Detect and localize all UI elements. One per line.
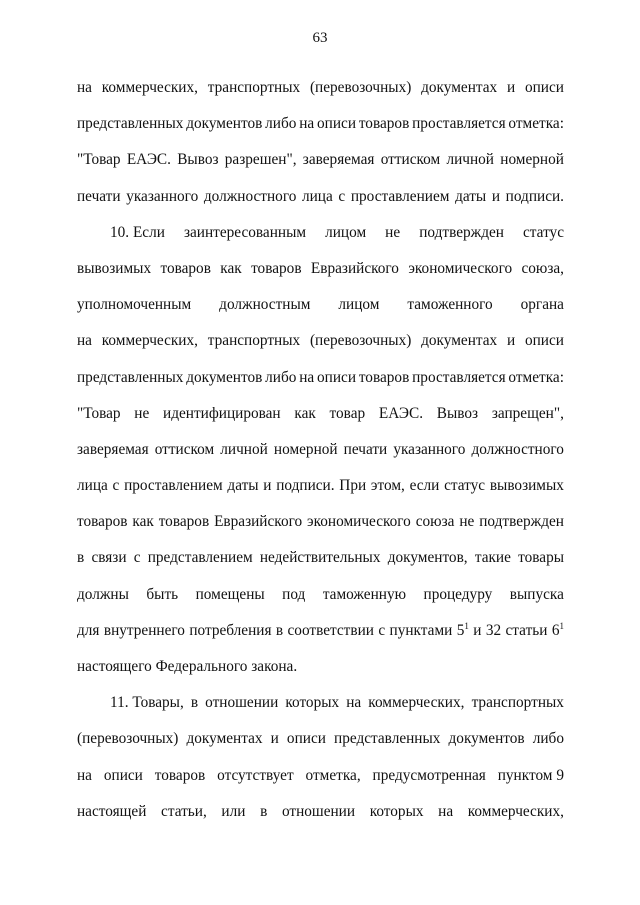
text-line bbox=[77, 369, 564, 405]
word: представлением bbox=[147, 549, 253, 567]
word: недействительных bbox=[259, 549, 381, 567]
word: таможенную bbox=[322, 585, 407, 603]
word: не bbox=[459, 513, 475, 531]
word: внутреннего bbox=[103, 621, 185, 639]
word: вывозимых bbox=[77, 259, 152, 277]
word: проставлением bbox=[124, 477, 223, 495]
word: союза bbox=[415, 513, 455, 531]
word: процедуру bbox=[423, 585, 493, 603]
text-line bbox=[77, 803, 564, 839]
text-line bbox=[77, 477, 564, 513]
word: представленных bbox=[77, 115, 184, 133]
word: коммерческих, bbox=[467, 802, 564, 820]
superscript: 1 bbox=[464, 620, 469, 631]
word: которых bbox=[369, 802, 424, 820]
word: указанного bbox=[393, 440, 466, 458]
word: отношении bbox=[281, 802, 356, 820]
text-line bbox=[77, 513, 564, 549]
word: товаров bbox=[251, 259, 302, 277]
word: для bbox=[77, 621, 100, 639]
word: "Товар bbox=[77, 404, 121, 422]
word: товаров bbox=[160, 259, 211, 277]
text-line bbox=[77, 296, 564, 332]
word: отметка, bbox=[305, 766, 361, 784]
word: Вывоз bbox=[436, 404, 479, 422]
word: описи bbox=[524, 79, 564, 96]
word: документах bbox=[186, 730, 263, 748]
word: должностного bbox=[203, 187, 297, 205]
word: соответствии bbox=[287, 621, 374, 639]
word: вывозимых bbox=[489, 477, 564, 495]
word: идентифицирован bbox=[163, 404, 281, 422]
word: представленных bbox=[334, 730, 441, 748]
word: на bbox=[299, 368, 315, 386]
word: описи bbox=[317, 115, 357, 133]
word: заинтересованным bbox=[183, 223, 307, 241]
word: лицом bbox=[325, 223, 367, 241]
word: разрешен", bbox=[224, 151, 297, 169]
word: номерной bbox=[273, 440, 338, 458]
word: как bbox=[220, 259, 242, 277]
word: экономического bbox=[307, 513, 411, 531]
word: под bbox=[282, 585, 306, 603]
word: Евразийского bbox=[214, 513, 303, 531]
word: потребления bbox=[189, 621, 272, 639]
word: экономического bbox=[408, 259, 513, 277]
word: настоящего bbox=[77, 658, 152, 675]
word: и bbox=[263, 477, 272, 495]
text-line bbox=[77, 586, 564, 622]
word: проставлением bbox=[350, 187, 450, 205]
word: как bbox=[294, 404, 316, 422]
word: оттиском bbox=[154, 440, 215, 458]
word: должны bbox=[77, 585, 129, 603]
word: документов bbox=[448, 730, 525, 748]
word: Федерального bbox=[155, 658, 248, 675]
word: отметка: bbox=[508, 115, 564, 133]
text-line bbox=[77, 224, 564, 260]
word: подписи. bbox=[276, 477, 335, 495]
word: документах bbox=[421, 79, 498, 96]
word: транспортных bbox=[207, 79, 301, 96]
word: с bbox=[112, 477, 120, 495]
word: описи bbox=[524, 332, 564, 350]
word: такие bbox=[474, 549, 511, 567]
word: товаров bbox=[358, 115, 410, 133]
word: (перевозочных) bbox=[309, 332, 412, 350]
word: печати bbox=[343, 440, 388, 458]
word: указанного bbox=[126, 187, 199, 205]
word: с bbox=[133, 549, 141, 567]
word: личной bbox=[446, 151, 494, 169]
word: статьи, bbox=[161, 802, 207, 820]
word: выпуска bbox=[509, 585, 564, 603]
word: не bbox=[385, 223, 401, 241]
word: "Товар bbox=[77, 151, 121, 169]
word: $5^1$ bbox=[456, 620, 469, 639]
word: пунктом 9 bbox=[497, 766, 564, 784]
word: либо bbox=[265, 368, 297, 386]
word: ЕАЭС. bbox=[126, 151, 171, 169]
word: лица bbox=[77, 477, 108, 495]
word: печати bbox=[77, 187, 121, 205]
word: в bbox=[260, 802, 268, 820]
word: даты bbox=[455, 187, 487, 205]
word: запрещен", bbox=[491, 404, 564, 422]
text-line bbox=[77, 151, 564, 187]
word: транспортных bbox=[471, 694, 564, 712]
word: на bbox=[77, 332, 92, 350]
word: документов, bbox=[387, 549, 468, 567]
text-line bbox=[77, 622, 564, 658]
word: с bbox=[338, 187, 346, 205]
superscript: 1 bbox=[559, 620, 564, 631]
word: заверяемая bbox=[77, 440, 149, 458]
word: документах bbox=[421, 332, 498, 350]
word: ЕАЭС. bbox=[378, 404, 424, 422]
text-line bbox=[77, 767, 564, 803]
word: описи bbox=[317, 368, 357, 386]
word: товаров bbox=[358, 368, 410, 386]
word: на bbox=[346, 694, 362, 712]
word: даты bbox=[227, 477, 259, 495]
word: товаров bbox=[154, 766, 206, 784]
word: либо bbox=[532, 730, 564, 748]
word: в bbox=[77, 549, 85, 567]
word: подписи. bbox=[505, 187, 564, 205]
word: которых bbox=[285, 694, 340, 712]
word: При bbox=[339, 477, 367, 495]
word: 10. Если bbox=[110, 223, 165, 241]
word: подтвержден bbox=[479, 513, 564, 531]
word: таможенного bbox=[407, 296, 493, 314]
word: товаров bbox=[158, 513, 210, 531]
word: на bbox=[77, 766, 92, 784]
word: союза, bbox=[521, 259, 564, 277]
word: коммерческих, bbox=[101, 79, 198, 96]
word: на bbox=[438, 802, 454, 820]
word: описи bbox=[286, 730, 326, 748]
word: и bbox=[473, 621, 482, 639]
word: либо bbox=[265, 115, 297, 133]
word: статус bbox=[523, 223, 564, 241]
word: (перевозочных) bbox=[77, 730, 179, 748]
word: представленных bbox=[77, 368, 184, 386]
word: должностного bbox=[471, 440, 564, 458]
word: пунктами bbox=[389, 621, 453, 639]
word: личной bbox=[220, 440, 268, 458]
word: лица bbox=[301, 187, 333, 205]
word: и bbox=[506, 332, 516, 350]
word: документов bbox=[186, 115, 263, 133]
word: и bbox=[491, 187, 501, 205]
word: Вывоз bbox=[177, 151, 219, 169]
text-line bbox=[77, 332, 564, 368]
text-line bbox=[77, 260, 564, 296]
word: документов bbox=[186, 368, 263, 386]
word: статьи bbox=[505, 621, 548, 639]
word: этом, bbox=[370, 477, 405, 495]
word: коммерческих, bbox=[101, 332, 198, 350]
word: коммерческих, bbox=[368, 694, 465, 712]
word: в bbox=[275, 621, 284, 639]
word: оттиском bbox=[380, 151, 441, 169]
word: Евразийского bbox=[310, 259, 399, 277]
text-line bbox=[77, 441, 564, 477]
page-number: 63 bbox=[312, 30, 328, 46]
text-line bbox=[77, 188, 564, 224]
word: отметка: bbox=[508, 368, 564, 386]
word: предусмотренная bbox=[372, 766, 486, 784]
word: органа bbox=[520, 296, 564, 314]
word: с bbox=[378, 621, 386, 639]
word: должностным bbox=[219, 296, 311, 314]
word: 11. Товары, bbox=[110, 694, 184, 712]
word: номерной bbox=[500, 151, 564, 169]
word: настоящей bbox=[77, 802, 147, 820]
word: если bbox=[409, 477, 440, 495]
word: не bbox=[134, 404, 150, 422]
document-body bbox=[77, 79, 564, 839]
word: быть bbox=[146, 585, 179, 603]
text-line bbox=[77, 79, 564, 115]
word: отсутствует bbox=[217, 766, 294, 784]
word: заверяемая bbox=[302, 151, 375, 169]
word: проставляется bbox=[412, 115, 506, 133]
text-line bbox=[77, 115, 564, 151]
word: отношении bbox=[205, 694, 279, 712]
word: описи bbox=[103, 766, 143, 784]
word: статус bbox=[444, 477, 486, 495]
word: (перевозочных) bbox=[309, 79, 412, 96]
text-line bbox=[77, 549, 564, 585]
word: как bbox=[132, 513, 154, 531]
word: подтвержден bbox=[419, 223, 504, 241]
text-line bbox=[77, 694, 564, 730]
word: на bbox=[299, 115, 315, 133]
word: и bbox=[506, 79, 516, 96]
text-line bbox=[77, 730, 564, 766]
word: товаров bbox=[77, 513, 128, 531]
word: товары bbox=[518, 549, 564, 567]
text-line bbox=[77, 658, 564, 694]
word: проставляется bbox=[412, 368, 506, 386]
word: уполномоченным bbox=[77, 296, 192, 314]
word: на bbox=[77, 79, 92, 96]
word: закона. bbox=[251, 658, 298, 675]
word: 32 bbox=[485, 621, 502, 639]
word: и bbox=[270, 730, 279, 748]
word: товар bbox=[329, 404, 366, 422]
word: или bbox=[221, 802, 246, 820]
word: помещены bbox=[195, 585, 265, 603]
text-line bbox=[77, 405, 564, 441]
word: в bbox=[190, 694, 199, 712]
word: лицом bbox=[338, 296, 380, 314]
word: связи bbox=[91, 549, 127, 567]
word: $6^1$ bbox=[551, 620, 564, 639]
word: транспортных bbox=[207, 332, 301, 350]
